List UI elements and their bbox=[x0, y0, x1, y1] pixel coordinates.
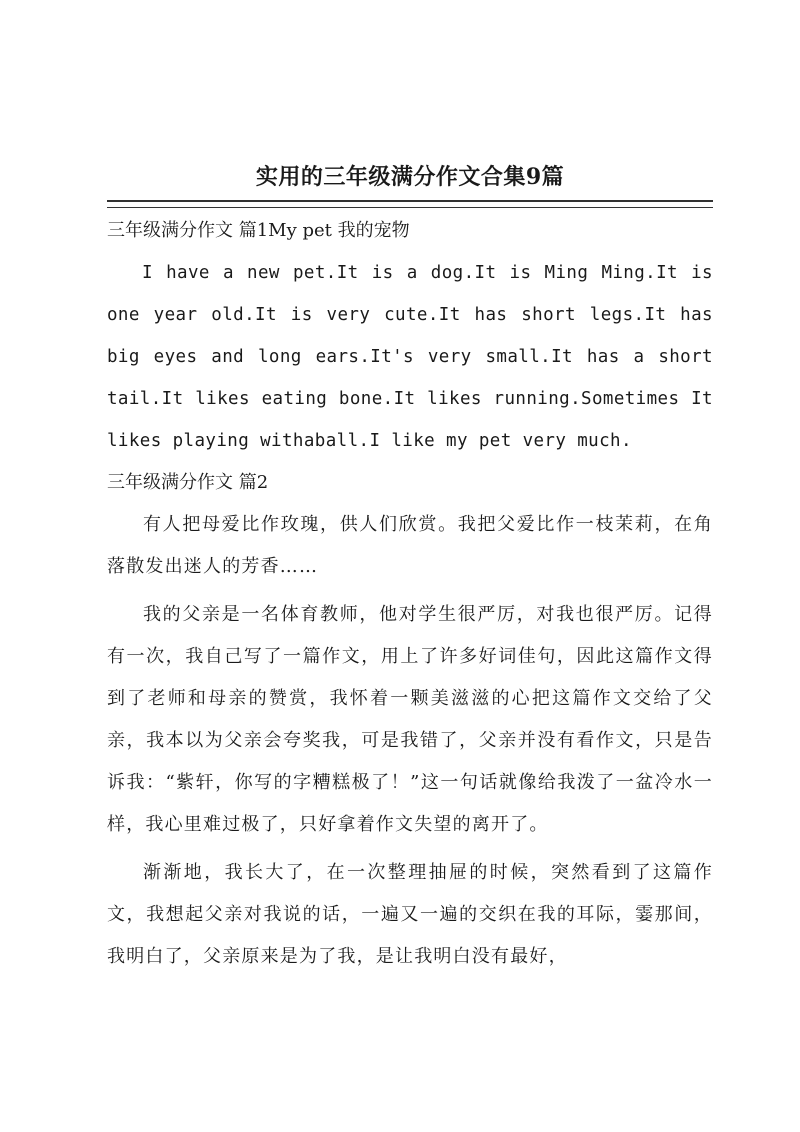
title-double-rule bbox=[107, 200, 713, 208]
essay-section-1 bbox=[107, 210, 713, 462]
essay-section-2 bbox=[107, 462, 713, 978]
paragraph: 渐渐地，我长大了，在一次整理抽屉的时候，突然看到了这篇作文，我想起父亲对我说的话，一遍又一遍的交织在我的耳际，霎那间，我明白了，父亲原来是为了我，是让我明白没有最好， bbox=[107, 862, 713, 967]
paragraph: 有人把母爱比作玫瑰，供人们欣赏。我把父爱比作一枝茉莉，在角落散发出迷人的芳香…… bbox=[107, 514, 713, 577]
section-heading: 三年级满分作文 篇2 bbox=[107, 472, 269, 493]
document-page bbox=[107, 160, 713, 978]
paragraph: 我的父亲是一名体育教师，他对学生很严厉，对我也很严厉。记得有一次，我自己写了一篇作文，用上了许多好词佳句，因此这篇作文得到了老师和母亲的赞赏，我怀着一颗美滋滋的心把这篇作文交给了父亲，我本以为父亲会夸奖我，可是我错了，父亲并没有看作文，只是告诉我：“紫轩，你写的字糟糕极了！”这一句话就像给我泼了一盆冷水一样，我心里难过极了，只好拿着作文失望的离开了。 bbox=[107, 604, 713, 835]
document-title: 实用的三年级满分作文合集9篇 bbox=[255, 164, 565, 190]
section-heading: 三年级满分作文 篇1My pet 我的宠物 bbox=[107, 220, 410, 241]
paragraph: I have a new pet.It is a dog.It is Ming Ming.It is one year old.It is very cute.It has short legs.It has big eyes and long ears.It's very small.It has a short tail.It likes eating bone.It likes running.Sometimes It likes playing withaball.I like my pet very much. bbox=[107, 263, 713, 451]
